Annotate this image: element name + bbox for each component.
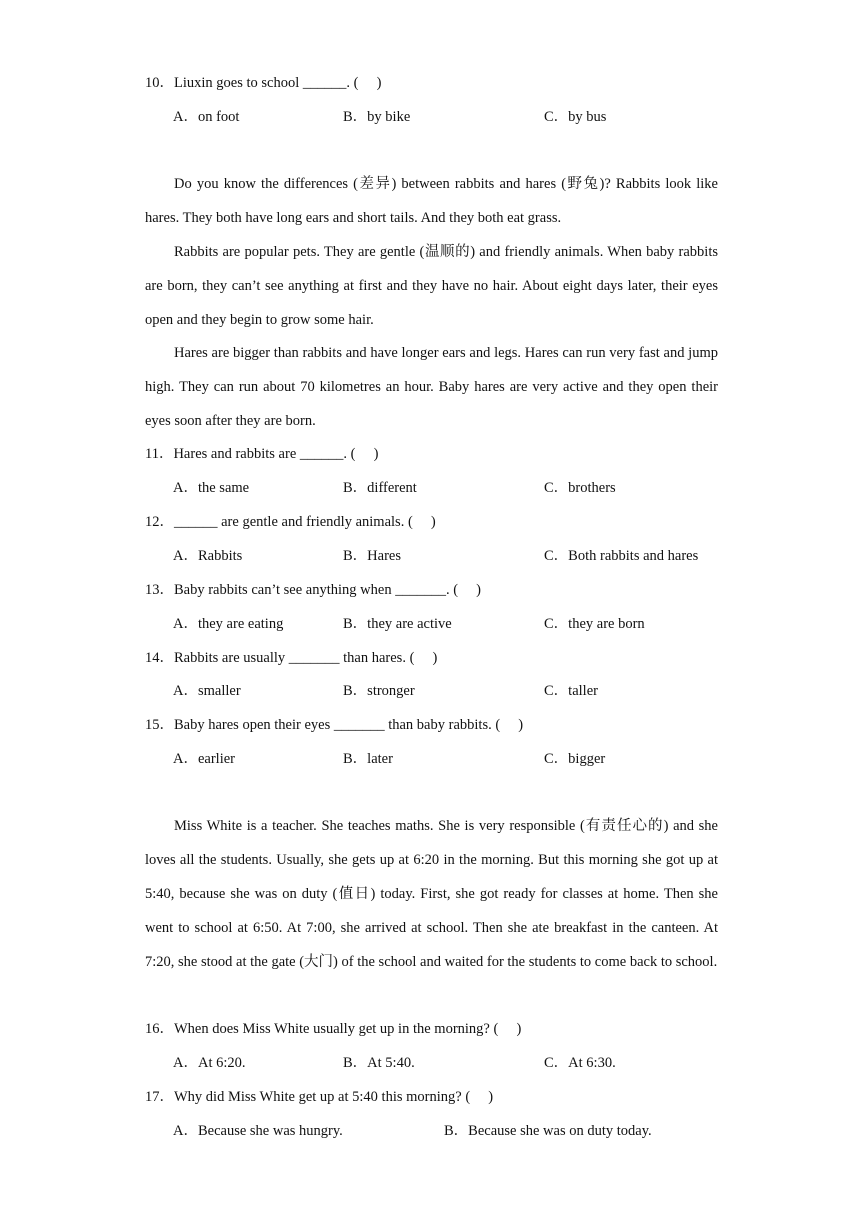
- q11-option-a[interactable]: A．the same: [173, 480, 250, 496]
- q13-option-b[interactable]: B．they are active: [343, 616, 452, 632]
- question-17: 17．Why did Miss White get up at 5:40 this morning? ( ): [145, 1089, 494, 1105]
- q12-option-c[interactable]: C．Both rabbits and hares: [544, 548, 699, 564]
- question-16: 16．When does Miss White usually get up in the morning? ( ): [145, 1021, 522, 1037]
- q14-option-b[interactable]: B．stronger: [343, 683, 415, 699]
- passage-rabbits-paragraph-2: Rabbits are popular pets. They are gentle (温顺的) and friendly animals. When baby rabbits are born, they can’t see anything at first and they have no hair. About eight days later, their eyes open and they begin to grow some hair.: [145, 244, 718, 328]
- question-10: 10．Liuxin goes to school ______. ( ): [145, 75, 382, 91]
- question-13: 13．Baby rabbits can’t see anything when _______. ( ): [145, 582, 481, 598]
- passage-miss-white-paragraph: Miss White is a teacher. She teaches maths. She is very responsible (有责任心的) and she loves all the students. Usually, she gets up at 6:20 in the morning. But this morning she got up at 5:40, because she was on duty (值日) today. First, she got ready for classes at home. Then she went to school at 6:50. At 7:00, she arrived at school. Then she ate breakfast in the canteen. At 7:20, she stood at the gate (大门) of the school and waited for the students to come back to school.: [145, 818, 718, 970]
- passage-rabbits-paragraph-3: Hares are bigger than rabbits and have longer ears and legs. Hares can run very fast and jump high. They can run about 70 kilometres an hour. Baby hares are very active and they open their eyes soon after they are born.: [145, 345, 718, 429]
- q12-option-b[interactable]: B．Hares: [343, 548, 401, 564]
- q13-option-a[interactable]: A．they are eating: [173, 616, 284, 632]
- q16-option-c[interactable]: C．At 6:30.: [544, 1055, 616, 1071]
- question-15: 15．Baby hares open their eyes _______ than baby rabbits. ( ): [145, 717, 524, 733]
- q10-option-b[interactable]: B．by bike: [343, 109, 411, 125]
- q15-option-b[interactable]: B．later: [343, 751, 393, 767]
- q14-option-a[interactable]: A．smaller: [173, 683, 241, 699]
- q17-option-b[interactable]: B．Because she was on duty today.: [444, 1123, 652, 1139]
- q15-option-a[interactable]: A．earlier: [173, 751, 235, 767]
- q11-option-b[interactable]: B．different: [343, 480, 417, 496]
- q13-option-c[interactable]: C．they are born: [544, 616, 645, 632]
- q16-option-a[interactable]: A．At 6:20.: [173, 1055, 246, 1071]
- question-11: 11．Hares and rabbits are ______. ( ): [145, 446, 379, 462]
- q17-option-a[interactable]: A．Because she was hungry.: [173, 1123, 343, 1139]
- q14-option-c[interactable]: C．taller: [544, 683, 598, 699]
- question-12: 12．______ are gentle and friendly animals. ( ): [145, 514, 436, 530]
- q15-option-c[interactable]: C．bigger: [544, 751, 606, 767]
- question-14: 14．Rabbits are usually _______ than hares. ( ): [145, 650, 438, 666]
- q16-option-b[interactable]: B．At 5:40.: [343, 1055, 415, 1071]
- q11-option-c[interactable]: C．brothers: [544, 480, 616, 496]
- q12-option-a[interactable]: A．Rabbits: [173, 548, 243, 564]
- passage-rabbits-paragraph-1: Do you know the differences (差异) between rabbits and hares (野兔)? Rabbits look like hares. They both have long ears and short tails. And they both eat grass.: [145, 176, 718, 226]
- q10-option-a[interactable]: A．on foot: [173, 109, 240, 125]
- q10-option-c[interactable]: C．by bus: [544, 109, 607, 125]
